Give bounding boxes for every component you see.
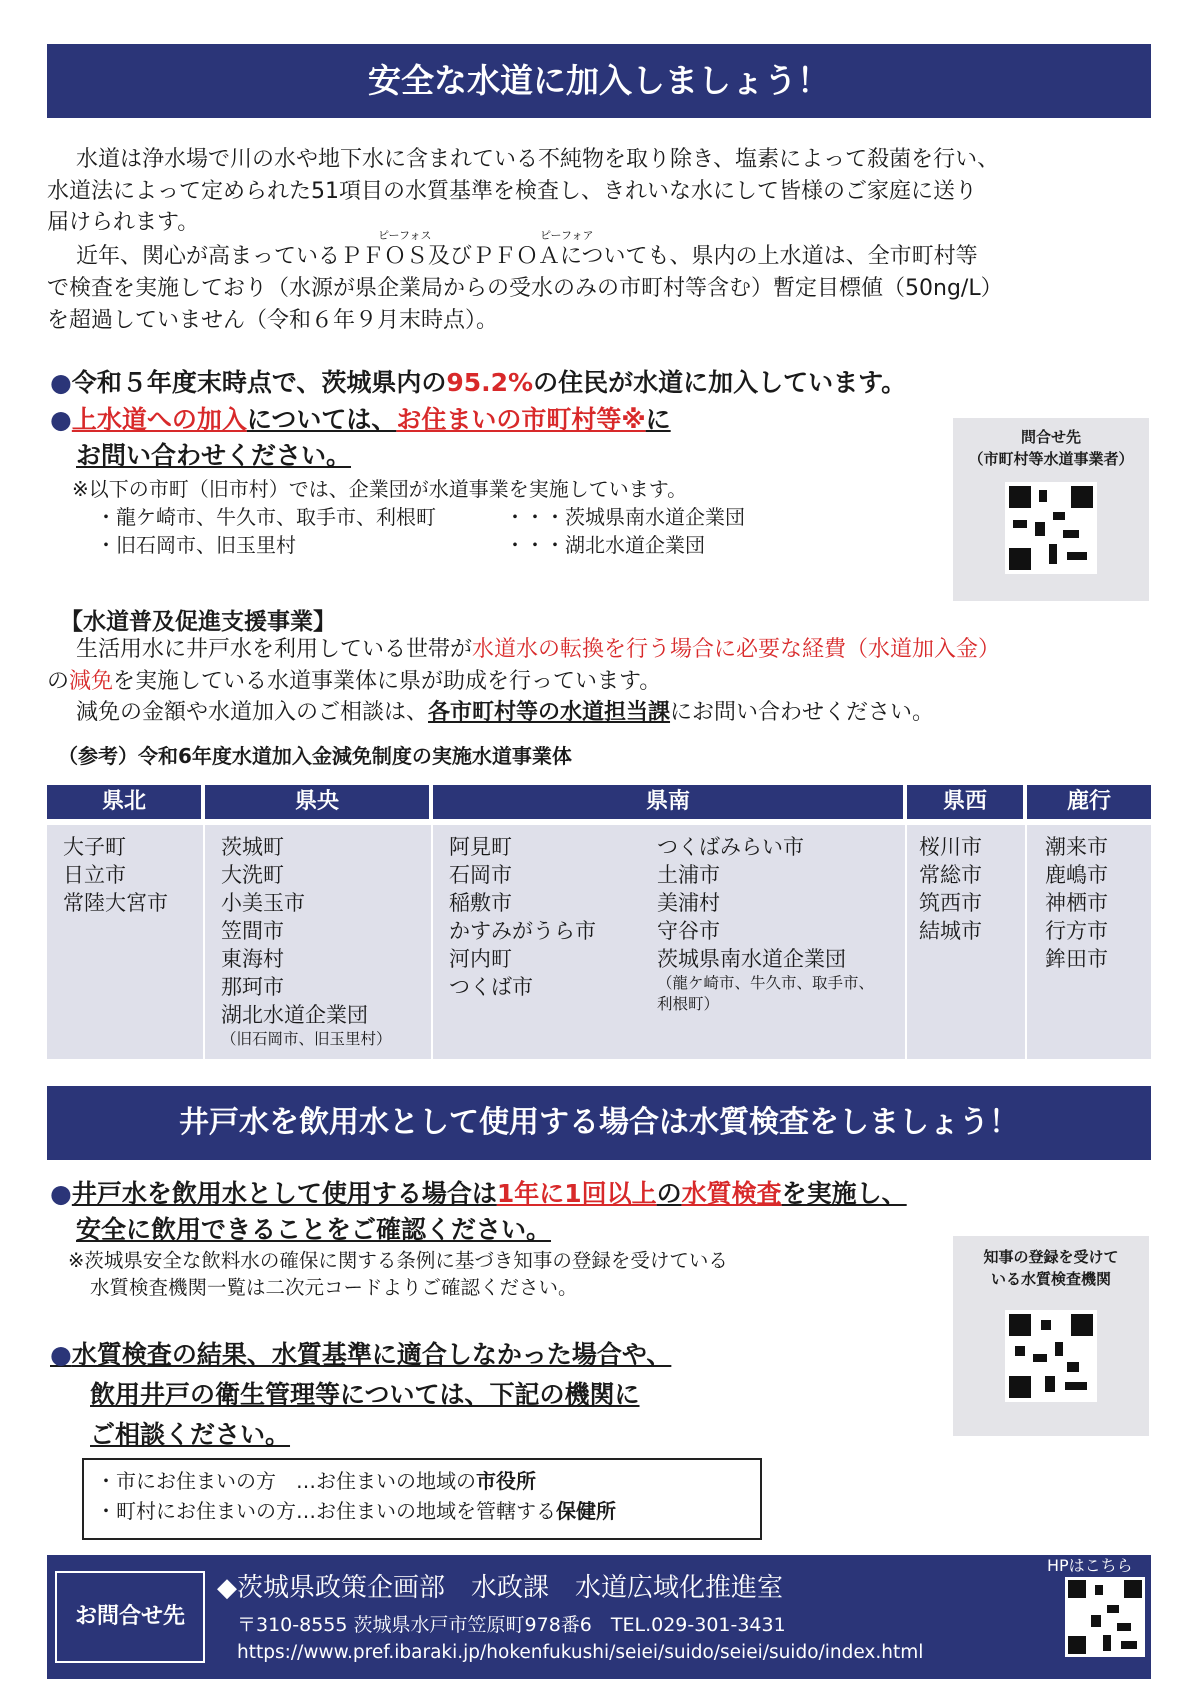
qr-box-subtitle: いる水質検査機関 (990, 1270, 1111, 1288)
consult-town: ・町村にお住まいの方…お住まいの地域を管轄する保健所 (96, 1499, 616, 1523)
list-item: 美浦村 (657, 891, 720, 915)
bullet-consult-line1: ●水質検査の結果、水質基準に適合しなかった場合や、 (50, 1340, 672, 1369)
reference-title: （参考）令和6年度水道加入金減免制度の実施水道事業体 (58, 744, 572, 768)
list-item: 守谷市 (657, 919, 720, 943)
list-item: 石岡市 (449, 863, 512, 887)
list-item: 阿見町 (449, 835, 512, 859)
bullet-coverage: ●令和５年度末時点で、茨城県内の95.2%の住民が水道に加入しています。 (50, 368, 907, 397)
list-item: 茨城町 (221, 835, 284, 859)
well-banner (47, 1086, 1151, 1160)
well-note1: ※茨城県安全な飲料水の確保に関する条例に基づき知事の登録を受けている (68, 1249, 728, 1272)
consult-box (82, 1458, 762, 1540)
col-rokko (1045, 833, 1108, 973)
list-item: 鉾田市 (1045, 947, 1108, 971)
intro-p1-l2: 水道法によって定められた51項目の水質基準を検査し、きれいな水にして皆様のご家庭に送り (47, 179, 977, 204)
qr-box-labs (953, 1236, 1149, 1436)
support-line1: 生活用水に井戸水を利用している世帯が水道水の転換を行う場合に必要な経費（水道加入金） (76, 637, 1001, 662)
bullet-inquiry: ●上水道への加入については、お住まいの市町村等※に (50, 405, 671, 434)
intro-p1-l3: 届けられます。 (47, 210, 200, 235)
intro-p2-l1: 近年、関心が高まっているＰＦＯＳ及びＰＦＯＡについても、県内の上水道は、全市町村等 (76, 244, 978, 269)
divider (203, 825, 205, 1059)
list-item: 笠間市 (221, 919, 284, 943)
title-text: 安全な水道に加入しましょう！ (368, 61, 830, 100)
list-item: 常陸大宮市 (63, 891, 168, 915)
title-banner (47, 44, 1151, 118)
list-item: 湖北水道企業団 (221, 1003, 368, 1027)
bullet-consult-line2: 飲用井戸の衛生管理等については、下記の機関に (90, 1380, 640, 1409)
bullet-consult-line3: ご相談ください。 (90, 1420, 291, 1449)
list-item: 結城市 (919, 919, 982, 943)
support-heading: 【水道普及促進支援事業】 (60, 609, 336, 635)
hp-qr-code[interactable] (1065, 1577, 1145, 1657)
support-line2: の減免を実施している水道事業体に県が助成を行っています。 (47, 669, 662, 694)
note-line3-right: ・・・湖北水道企業団 (505, 533, 705, 557)
bullet-inquiry-line2: お問い合わせください。 (76, 441, 352, 470)
header-kenou: 県央 (205, 785, 429, 819)
note-line3-left: ・旧石岡市、旧玉里村 (96, 533, 296, 557)
bullet-water-test: ●井戸水を飲用水として使用する場合は1年に1回以上の水質検査を実施し、 (50, 1179, 907, 1208)
list-item: 稲敷市 (449, 891, 512, 915)
list-item: 鹿嶋市 (1045, 863, 1108, 887)
bullet-dot: ● (50, 1340, 72, 1369)
divider (905, 825, 907, 1059)
note-line2-left: ・龍ケ崎市、牛久市、取手市、利根町 (96, 505, 436, 529)
consult-city: ・市にお住まいの方 …お住まいの地域の市役所 (96, 1469, 536, 1493)
bullet-dot: ● (50, 405, 72, 434)
list-item: 桜川市 (919, 835, 982, 859)
list-item: 常総市 (919, 863, 982, 887)
col-kenpoku (63, 833, 168, 917)
header-kensei: 県西 (907, 785, 1023, 819)
header-kenpoku: 県北 (47, 785, 201, 819)
col-kennan-a (449, 833, 596, 1001)
support-line3: 減免の金額や水道加入のご相談は、各市町村等の水道担当課にお問い合わせください。 (76, 700, 935, 725)
qr-code[interactable] (1005, 1310, 1097, 1402)
contact-label-box (55, 1571, 205, 1663)
qr-box-title: 問合せ先 (1020, 428, 1081, 446)
note-line2-right: ・・・茨城県南水道企業団 (505, 505, 745, 529)
header-kennan: 県南 (433, 785, 903, 819)
divider (431, 825, 433, 1059)
intro-p1-l1: 水道は浄水場で川の水や地下水に含まれている不純物を取り除き、塩素によって殺菌を行い、 (76, 147, 1000, 172)
hp-label: HPはこちら (1047, 1556, 1133, 1575)
divider (1025, 825, 1027, 1059)
list-item: 大子町 (63, 835, 126, 859)
qr-code[interactable] (1005, 482, 1097, 574)
coverage-rate: 95.2% (446, 368, 534, 397)
footer-url[interactable]: https://www.pref.ibaraki.jp/hokenfukushi/seiei/suido/seiei/suido/index.html (237, 1642, 924, 1663)
well-note2: 水質検査機関一覧は二次元コードよりご確認ください。 (90, 1276, 578, 1299)
ruby-pfoa: ピーフォア (540, 229, 594, 242)
table-body (47, 825, 1151, 1059)
contact-label: お問合せ先 (74, 1604, 185, 1629)
list-note: 利根町） (657, 995, 720, 1013)
footer-org: ◆茨城県政策企画部 水政課 水道広域化推進室 (217, 1573, 783, 1603)
list-item: 小美玉市 (221, 891, 305, 915)
qr-box-contact (953, 418, 1149, 601)
intro-p2-l2: で検査を実施しており（水源が県企業局からの受水のみの市町村等含む）暫定目標値（50ng/L） (47, 276, 1003, 301)
list-item: 河内町 (449, 947, 512, 971)
note-line1: ※以下の市町（旧市村）では、企業団が水道事業を実施しています。 (72, 477, 688, 501)
list-item: つくば市 (449, 975, 533, 999)
list-item: 茨城県南水道企業団 (657, 947, 846, 971)
list-item: かすみがうら市 (449, 919, 596, 943)
header-rokko: 鹿行 (1027, 785, 1151, 819)
intro-p2-l3: を超過していません（令和６年９月末時点）。 (47, 308, 499, 333)
list-item: 那珂市 (221, 975, 284, 999)
list-item: 日立市 (63, 863, 126, 887)
waterworks-table (47, 785, 1151, 1059)
col-kensei (919, 833, 982, 945)
list-note: （龍ケ崎市、牛久市、取手市、 (657, 974, 875, 992)
list-item: 筑西市 (919, 891, 982, 915)
bullet-dot: ● (50, 1179, 72, 1208)
well-banner-text: 井戸水を飲用水として使用する場合は水質検査をしましょう！ (179, 1105, 1019, 1140)
ruby-pfos: ピーフォス (378, 229, 432, 242)
list-item: 土浦市 (657, 863, 720, 887)
list-item: 行方市 (1045, 919, 1108, 943)
bullet-dot: ● (50, 368, 72, 397)
list-item: 潮来市 (1045, 835, 1108, 859)
qr-box-title: 知事の登録を受けて (983, 1248, 1119, 1266)
list-item: 大洗町 (221, 863, 284, 887)
bullet-water-test-line2: 安全に飲用できることをご確認ください。 (76, 1215, 552, 1244)
col-kennan-b (657, 833, 874, 1015)
list-note: （旧石岡市、旧玉里村） (221, 1030, 392, 1048)
footer (47, 1555, 1151, 1679)
col-kenou (221, 833, 392, 1050)
list-item: 神栖市 (1045, 891, 1108, 915)
footer-address: 〒310-8555 茨城県水戸市笠原町978番6 TEL.029-301-3431 (237, 1614, 786, 1636)
list-item: つくばみらい市 (657, 835, 804, 859)
qr-box-subtitle: （市町村等水道事業者） (968, 450, 1134, 468)
list-item: 東海村 (221, 947, 284, 971)
